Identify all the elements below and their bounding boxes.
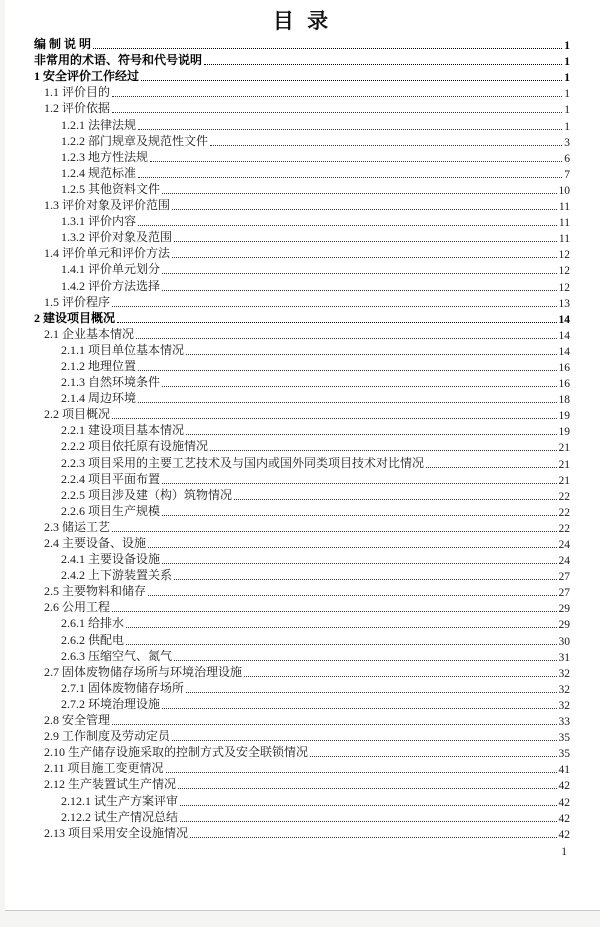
toc-entry <box>34 116 570 132</box>
toc-entry-page: 11 <box>558 217 570 230</box>
toc-entry-page: 14 <box>558 313 570 326</box>
toc-leader-dots <box>180 805 556 806</box>
toc-entry-title: 2.1.4 周边环境 <box>61 391 137 406</box>
toc-entry <box>34 261 570 277</box>
toc-entry <box>34 374 570 390</box>
toc-entry-title: 2 建设项目概况 <box>34 310 116 325</box>
toc-entry <box>34 326 570 342</box>
toc-entry-page: 29 <box>558 619 570 632</box>
toc-entry <box>34 776 570 792</box>
toc-leader-dots <box>186 354 556 355</box>
toc-entry-title: 1.3.1 评价内容 <box>61 214 137 229</box>
toc-entry-title: 2.2.2 项目依托原有设施情况 <box>61 439 209 454</box>
toc-entry <box>34 36 570 52</box>
toc-leader-dots <box>426 467 556 468</box>
toc-entry-page: 21 <box>558 474 570 487</box>
toc-entry <box>34 680 570 696</box>
toc-leader-dots <box>162 193 556 194</box>
toc-entry-title: 2.2.1 建设项目基本情况 <box>61 423 185 438</box>
toc-leader-dots <box>112 531 556 532</box>
toc-entry-page: 27 <box>558 571 570 584</box>
toc-entry-title: 1.1 评价目的 <box>44 85 111 100</box>
toc-entry <box>34 133 570 149</box>
toc-entry <box>34 358 570 374</box>
toc-entry <box>34 712 570 728</box>
toc-leader-dots <box>162 515 556 516</box>
toc-entry <box>34 294 570 310</box>
toc-leader-dots <box>162 563 556 564</box>
toc-entry-title: 1.4.1 评价单元划分 <box>61 262 161 277</box>
toc-entry <box>34 599 570 615</box>
toc-entry <box>34 310 570 326</box>
toc-entry-title: 2.5 主要物料和储存 <box>44 584 147 599</box>
toc-leader-dots <box>138 129 562 130</box>
toc-leader-dots <box>174 579 556 580</box>
toc-entry <box>34 149 570 165</box>
toc-entry <box>34 535 570 551</box>
toc-entry-page: 22 <box>558 506 570 519</box>
toc-leader-dots <box>138 370 556 371</box>
toc-entry <box>34 615 570 631</box>
toc-entry-page: 18 <box>558 394 570 407</box>
toc-entry-title: 2.4.1 主要设备设施 <box>61 552 161 567</box>
toc-leader-dots <box>172 740 556 741</box>
toc-entry-page: 14 <box>558 345 570 358</box>
toc-entry-page: 32 <box>558 667 570 680</box>
toc-entry-title: 2.11 项目施工变更情况 <box>44 761 164 776</box>
toc-entry-title: 2.7 固体废物储存场所与环境治理设施 <box>44 664 243 679</box>
toc-leader-dots <box>174 660 556 661</box>
toc-entry-title: 2.2.5 项目涉及建（构）筑物情况 <box>61 487 233 502</box>
toc-entry-page: 29 <box>558 603 570 616</box>
toc-leader-dots <box>174 241 557 242</box>
toc-entry-title: 1.2 评价依据 <box>44 101 111 116</box>
toc-leader-dots <box>112 724 556 725</box>
toc-entry-page: 14 <box>558 329 570 342</box>
toc-leader-dots <box>112 306 556 307</box>
toc-entry-page: 12 <box>558 265 570 278</box>
toc-entry <box>34 567 570 583</box>
toc-entry-page: 42 <box>558 796 570 809</box>
toc-entry-page: 21 <box>558 442 570 455</box>
toc-entry <box>34 197 570 213</box>
toc-entry-page: 35 <box>558 748 570 761</box>
toc-leader-dots <box>112 611 556 612</box>
toc-leader-dots <box>172 209 557 210</box>
toc-entry-title: 编 制 说 明 <box>34 37 92 52</box>
toc-entry-title: 2.12.2 试生产情况总结 <box>61 809 179 824</box>
toc-entry-title: 2.12.1 试生产方案评审 <box>61 793 179 808</box>
toc-entry <box>34 487 570 503</box>
toc-entry-page: 3 <box>564 136 570 149</box>
toc-entry-page: 11 <box>558 233 570 246</box>
toc-entry-page: 12 <box>558 281 570 294</box>
toc-leader-dots <box>138 225 557 226</box>
page-title: 目 录 <box>272 9 333 33</box>
toc-leader-dots <box>148 595 556 596</box>
toc-entry-title: 2.9 工作制度及劳动定员 <box>44 729 171 744</box>
toc-entry-page: 7 <box>564 168 570 181</box>
toc-entry <box>34 52 570 68</box>
toc-list <box>34 36 570 841</box>
toc-entry-title: 2.10 生产储存设施采取的控制方式及安全联锁情况 <box>44 745 309 760</box>
toc-leader-dots <box>126 644 556 645</box>
toc-entry <box>34 825 570 841</box>
toc-leader-dots <box>112 112 562 113</box>
toc-entry-title: 1 安全评价工作经过 <box>34 69 140 84</box>
toc-leader-dots <box>141 80 562 81</box>
toc-leader-dots <box>117 322 556 323</box>
toc-entry-title: 1.3 评价对象及评价范围 <box>44 198 171 213</box>
toc-entry-title: 1.3.2 评价对象及范围 <box>61 230 173 245</box>
toc-leader-dots <box>112 418 556 419</box>
toc-page <box>5 0 600 911</box>
toc-entry <box>34 454 570 470</box>
toc-entry-page: 10 <box>558 184 570 197</box>
toc-entry <box>34 519 570 535</box>
toc-leader-dots <box>162 483 556 484</box>
toc-entry-title: 2.2.6 项目生产规模 <box>61 503 161 518</box>
toc-entry-page: 11 <box>558 201 570 214</box>
toc-entry-title: 1.2.4 规范标准 <box>61 165 137 180</box>
toc-leader-dots <box>186 692 556 693</box>
toc-leader-dots <box>190 837 556 838</box>
toc-entry-page: 1 <box>564 88 570 101</box>
toc-entry-page: 33 <box>558 716 570 729</box>
toc-entry <box>34 696 570 712</box>
toc-entry <box>34 583 570 599</box>
toc-entry <box>34 438 570 454</box>
toc-entry-title: 2.7.2 环境治理设施 <box>61 696 161 711</box>
toc-entry-title: 非常用的术语、符号和代号说明 <box>34 53 203 68</box>
toc-entry <box>34 631 570 647</box>
toc-entry-title: 2.2 项目概况 <box>44 407 111 422</box>
toc-entry-page: 42 <box>558 812 570 825</box>
toc-entry-title: 2.7.1 固体废物储存场所 <box>61 680 185 695</box>
toc-entry-title: 1.2.3 地方性法规 <box>61 149 149 164</box>
toc-entry-page: 24 <box>558 539 570 551</box>
toc-entry <box>34 181 570 197</box>
toc-entry-page: 1 <box>564 120 570 133</box>
toc-leader-dots <box>310 756 556 757</box>
toc-entry-title: 2.2.3 项目采用的主要工艺技术及与国内或国外同类项目技术对比情况 <box>61 455 425 470</box>
toc-leader-dots <box>138 402 556 403</box>
toc-entry <box>34 277 570 293</box>
toc-entry-title: 2.12 生产装置试生产情况 <box>44 777 177 792</box>
toc-entry-title: 1.2.1 法律法规 <box>61 117 137 132</box>
toc-entry <box>34 744 570 760</box>
toc-entry-title: 2.3 储运工艺 <box>44 519 111 534</box>
toc-entry-page: 12 <box>558 249 570 262</box>
toc-entry-page: 21 <box>558 458 570 471</box>
toc-entry-title: 2.13 项目采用安全设施情况 <box>44 825 189 840</box>
toc-entry-title: 2.6 公用工程 <box>44 600 111 615</box>
toc-entry <box>34 422 570 438</box>
toc-entry <box>34 664 570 680</box>
toc-entry-title: 2.1.2 地理位置 <box>61 358 137 373</box>
toc-entry-page: 30 <box>558 635 570 648</box>
toc-leader-dots <box>166 772 557 773</box>
toc-leader-dots <box>178 788 556 789</box>
toc-leader-dots <box>162 386 556 387</box>
toc-entry <box>34 229 570 245</box>
toc-leader-dots <box>93 48 562 49</box>
toc-entry-page: 24 <box>558 555 570 568</box>
toc-leader-dots <box>186 434 556 435</box>
toc-entry-title: 2.1.1 项目单位基本情况 <box>61 342 185 357</box>
footer-page-number: 1 <box>561 846 567 858</box>
toc-entry-page: 19 <box>558 426 570 439</box>
toc-entry-page: 1 <box>564 104 570 117</box>
toc-entry-page: 1 <box>564 40 570 53</box>
toc-entry <box>34 245 570 261</box>
toc-entry-page: 6 <box>564 152 570 165</box>
toc-entry-page: 22 <box>558 490 570 503</box>
toc-entry-page: 32 <box>558 699 570 712</box>
toc-entry <box>34 809 570 825</box>
toc-leader-dots <box>210 145 562 146</box>
toc-entry-title: 2.1.3 自然环境条件 <box>61 375 161 390</box>
toc-leader-dots <box>162 290 556 291</box>
toc-entry <box>34 648 570 664</box>
toc-entry-page: 19 <box>558 410 570 423</box>
toc-entry <box>34 342 570 358</box>
toc-entry-page: 27 <box>558 587 570 600</box>
toc-leader-dots <box>172 257 556 258</box>
toc-leader-dots <box>204 64 562 65</box>
toc-entry <box>34 792 570 808</box>
toc-leader-dots <box>162 708 556 709</box>
toc-entry <box>34 100 570 116</box>
toc-entry-title: 1.2.5 其他资料文件 <box>61 181 161 196</box>
toc-entry-title: 1.4.2 评价方法选择 <box>61 278 161 293</box>
toc-entry-page: 42 <box>558 780 570 793</box>
toc-entry-page: 31 <box>558 651 570 664</box>
toc-leader-dots <box>126 627 556 628</box>
toc-entry-page: 42 <box>558 828 570 841</box>
toc-leader-dots <box>210 450 556 451</box>
toc-entry-title: 2.4 主要设备、设施 <box>44 536 147 550</box>
toc-leader-dots <box>150 161 562 162</box>
toc-entry <box>34 471 570 487</box>
toc-entry-title: 2.6.1 给排水 <box>61 616 125 631</box>
toc-entry-title: 2.6.3 压缩空气、氮气 <box>61 648 173 663</box>
toc-entry-page: 1 <box>564 72 570 85</box>
toc-entry <box>34 68 570 84</box>
toc-entry-page: 13 <box>558 297 570 310</box>
toc-entry-page: 22 <box>558 522 570 535</box>
toc-entry <box>34 728 570 744</box>
toc-entry-title: 2.6.2 供配电 <box>61 632 125 647</box>
toc-entry-title: 2.4.2 上下游装置关系 <box>61 568 173 583</box>
toc-entry-page: 41 <box>558 764 570 777</box>
toc-entry-title: 2.1 企业基本情况 <box>44 326 135 341</box>
toc-leader-dots <box>244 676 556 677</box>
toc-entry-page: 32 <box>558 683 570 696</box>
toc-entry <box>34 165 570 181</box>
toc-entry <box>34 760 570 776</box>
toc-leader-dots <box>162 273 556 274</box>
toc-entry-title: 1.4 评价单元和评价方法 <box>44 246 171 261</box>
toc-entry <box>34 503 570 519</box>
toc-entry-page: 1 <box>564 56 570 69</box>
toc-entry-title: 1.5 评价程序 <box>44 294 111 309</box>
toc-entry <box>34 390 570 406</box>
toc-entry <box>34 406 570 422</box>
toc-leader-dots <box>234 499 556 500</box>
toc-entry-page: 35 <box>558 732 570 745</box>
toc-entry <box>34 551 570 567</box>
toc-entry-page: 16 <box>558 378 570 391</box>
toc-entry-title: 2.2.4 项目平面布置 <box>61 471 161 486</box>
toc-leader-dots <box>112 96 562 97</box>
toc-entry-page: 16 <box>558 361 570 374</box>
toc-entry-title: 2.8 安全管理 <box>44 713 111 728</box>
toc-leader-dots <box>136 338 556 339</box>
toc-entry <box>34 213 570 229</box>
toc-entry <box>34 84 570 100</box>
toc-leader-dots <box>138 177 562 178</box>
toc-entry-title: 1.2.2 部门规章及规范性文件 <box>61 133 209 148</box>
toc-leader-dots <box>148 547 556 548</box>
toc-leader-dots <box>180 821 556 822</box>
